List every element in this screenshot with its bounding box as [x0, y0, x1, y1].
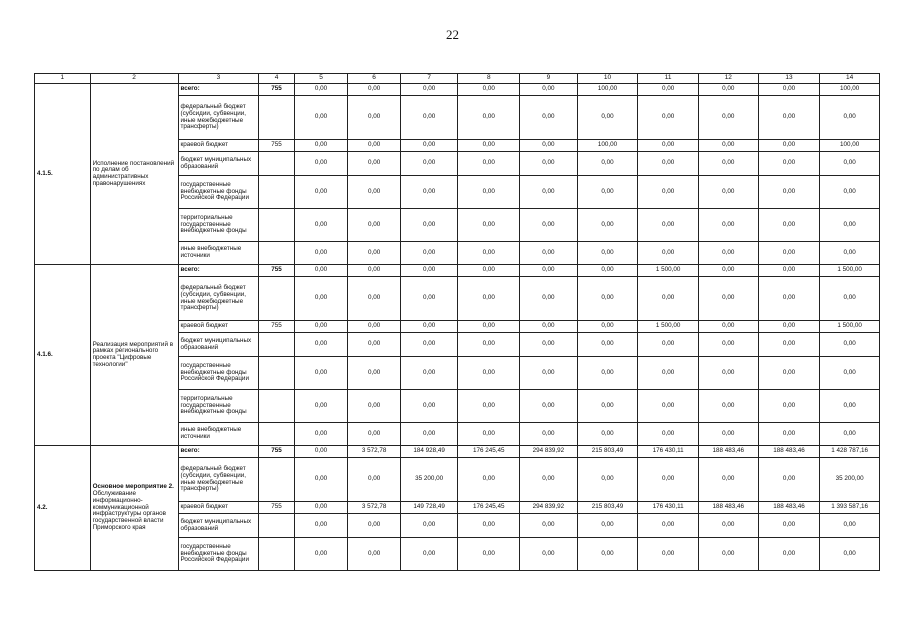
item-name: [90, 84, 178, 265]
value-cell: 0,00: [294, 502, 348, 514]
value-cell: 0,00: [520, 333, 578, 357]
value-cell: 0,00: [400, 96, 458, 140]
funding-source: всего:: [178, 84, 259, 96]
value-cell: 149 728,49: [400, 502, 458, 514]
value-cell: 0,00: [400, 242, 458, 265]
value-cell: 0,00: [577, 333, 638, 357]
value-cell: 0,00: [520, 140, 578, 152]
value-cell: 0,00: [699, 265, 759, 277]
item-code: 4.1.5.: [35, 84, 91, 265]
value-cell: 0,00: [294, 357, 348, 390]
value-cell: 0,00: [758, 84, 820, 96]
value-cell: 294 839,92: [520, 502, 578, 514]
value-cell: 0,00: [294, 390, 348, 423]
value-cell: 0,00: [520, 357, 578, 390]
value-cell: 0,00: [758, 277, 820, 321]
value-cell: 0,00: [820, 242, 880, 265]
value-cell: 0,00: [400, 321, 458, 333]
value-cell: 0,00: [294, 446, 348, 458]
admin-code: 755: [259, 265, 294, 277]
table-row-total: [35, 446, 880, 458]
value-cell: 0,00: [458, 242, 520, 265]
funding-source: краевой бюджет: [178, 140, 259, 152]
value-cell: 0,00: [400, 265, 458, 277]
funding-source: государственные внебюджетные фонды Российской Федерации: [178, 176, 259, 209]
value-cell: 0,00: [699, 242, 759, 265]
item-name: [90, 446, 178, 571]
funding-source: федеральный бюджет (субсидии, субвенции, иные межбюджетные трансферты): [178, 96, 259, 140]
admin-code: [259, 538, 294, 571]
header-cell: 1: [35, 74, 91, 84]
value-cell: 0,00: [820, 277, 880, 321]
value-cell: 0,00: [758, 538, 820, 571]
item-code: 4.2.: [35, 446, 91, 571]
value-cell: 0,00: [577, 514, 638, 538]
value-cell: 0,00: [638, 96, 699, 140]
admin-code: [259, 357, 294, 390]
value-cell: 0,00: [348, 423, 401, 446]
admin-code: [259, 176, 294, 209]
funding-source: краевой бюджет: [178, 321, 259, 333]
value-cell: 0,00: [638, 458, 699, 502]
value-cell: 0,00: [348, 140, 401, 152]
item-description: Исполнение постановлений по делам об административных правонарушениях: [92, 159, 175, 187]
value-cell: 0,00: [458, 458, 520, 502]
value-cell: 0,00: [577, 277, 638, 321]
value-cell: 0,00: [638, 209, 699, 242]
value-cell: 0,00: [458, 96, 520, 140]
value-cell: 100,00: [577, 140, 638, 152]
value-cell: 100,00: [820, 140, 880, 152]
header-cell: 10: [577, 74, 638, 84]
admin-code: [259, 152, 294, 176]
value-cell: 0,00: [294, 277, 348, 321]
funding-source: иные внебюджетные источники: [178, 423, 259, 446]
value-cell: 0,00: [520, 458, 578, 502]
value-cell: 0,00: [577, 96, 638, 140]
header-cell: 4: [259, 74, 294, 84]
value-cell: 0,00: [348, 265, 401, 277]
admin-code: [259, 423, 294, 446]
header-cell: 3: [178, 74, 259, 84]
value-cell: 0,00: [820, 514, 880, 538]
value-cell: 0,00: [638, 176, 699, 209]
value-cell: 0,00: [758, 357, 820, 390]
header-cell: 13: [758, 74, 820, 84]
value-cell: 0,00: [348, 390, 401, 423]
value-cell: 0,00: [638, 514, 699, 538]
budget-table: [34, 73, 880, 571]
value-cell: 0,00: [699, 209, 759, 242]
value-cell: 0,00: [294, 265, 348, 277]
admin-code: 755: [259, 140, 294, 152]
value-cell: 0,00: [699, 390, 759, 423]
value-cell: 0,00: [348, 321, 401, 333]
funding-source: государственные внебюджетные фонды Российской Федерации: [178, 357, 259, 390]
value-cell: 0,00: [520, 152, 578, 176]
funding-source: федеральный бюджет (субсидии, субвенции, иные межбюджетные трансферты): [178, 277, 259, 321]
admin-code: [259, 209, 294, 242]
value-cell: 0,00: [577, 176, 638, 209]
value-cell: 0,00: [520, 84, 578, 96]
value-cell: 0,00: [348, 84, 401, 96]
value-cell: 0,00: [458, 333, 520, 357]
value-cell: 1 428 787,16: [820, 446, 880, 458]
value-cell: 0,00: [458, 423, 520, 446]
value-cell: 0,00: [520, 176, 578, 209]
value-cell: 0,00: [699, 176, 759, 209]
funding-source: всего:: [178, 265, 259, 277]
header-row: [35, 74, 880, 84]
value-cell: 0,00: [294, 333, 348, 357]
value-cell: 0,00: [458, 321, 520, 333]
value-cell: 0,00: [348, 209, 401, 242]
admin-code: 755: [259, 321, 294, 333]
value-cell: 0,00: [699, 458, 759, 502]
header-cell: 12: [699, 74, 759, 84]
value-cell: 0,00: [348, 242, 401, 265]
value-cell: 0,00: [820, 176, 880, 209]
value-cell: 0,00: [699, 514, 759, 538]
value-cell: 0,00: [758, 333, 820, 357]
value-cell: 0,00: [577, 152, 638, 176]
value-cell: 176 245,45: [458, 446, 520, 458]
value-cell: 0,00: [638, 357, 699, 390]
value-cell: 0,00: [758, 514, 820, 538]
value-cell: 0,00: [400, 277, 458, 321]
header-cell: 6: [348, 74, 401, 84]
value-cell: 0,00: [577, 321, 638, 333]
budget-table-body: [35, 84, 880, 571]
value-cell: 0,00: [348, 277, 401, 321]
value-cell: 0,00: [820, 152, 880, 176]
value-cell: 0,00: [400, 209, 458, 242]
value-cell: 0,00: [520, 265, 578, 277]
admin-code: [259, 277, 294, 321]
value-cell: 100,00: [820, 84, 880, 96]
value-cell: 0,00: [458, 390, 520, 423]
value-cell: 0,00: [577, 423, 638, 446]
value-cell: 0,00: [348, 152, 401, 176]
value-cell: 0,00: [820, 96, 880, 140]
value-cell: 188 483,46: [699, 502, 759, 514]
value-cell: 0,00: [348, 333, 401, 357]
value-cell: 0,00: [758, 152, 820, 176]
value-cell: 0,00: [699, 152, 759, 176]
admin-code: [259, 242, 294, 265]
value-cell: 0,00: [458, 357, 520, 390]
item-description: Обслуживание информационно-коммуникационной инфраструктуры органов государственной власти Приморского края: [92, 490, 166, 531]
value-cell: 0,00: [520, 390, 578, 423]
value-cell: 188 483,46: [758, 446, 820, 458]
value-cell: 0,00: [520, 321, 578, 333]
funding-source: иные внебюджетные источники: [178, 242, 259, 265]
value-cell: 0,00: [294, 96, 348, 140]
value-cell: 0,00: [400, 140, 458, 152]
header-cell: 9: [520, 74, 578, 84]
item-code: 4.1.6.: [35, 265, 91, 446]
value-cell: 0,00: [294, 84, 348, 96]
value-cell: 215 803,49: [577, 446, 638, 458]
value-cell: 0,00: [758, 176, 820, 209]
value-cell: 0,00: [699, 140, 759, 152]
value-cell: 184 928,49: [400, 446, 458, 458]
value-cell: 0,00: [758, 140, 820, 152]
value-cell: 0,00: [520, 538, 578, 571]
value-cell: 0,00: [348, 357, 401, 390]
value-cell: 35 200,00: [400, 458, 458, 502]
admin-code: 755: [259, 502, 294, 514]
funding-source: краевой бюджет: [178, 502, 259, 514]
value-cell: 0,00: [348, 96, 401, 140]
value-cell: 0,00: [758, 265, 820, 277]
value-cell: 0,00: [458, 209, 520, 242]
value-cell: 0,00: [400, 390, 458, 423]
value-cell: 0,00: [458, 176, 520, 209]
value-cell: 0,00: [294, 242, 348, 265]
value-cell: 0,00: [520, 242, 578, 265]
value-cell: 0,00: [294, 140, 348, 152]
value-cell: 0,00: [458, 277, 520, 321]
value-cell: 0,00: [758, 390, 820, 423]
value-cell: 35 200,00: [820, 458, 880, 502]
value-cell: 188 483,46: [758, 502, 820, 514]
value-cell: 1 500,00: [820, 321, 880, 333]
funding-source: территориальные государственные внебюджетные фонды: [178, 209, 259, 242]
value-cell: 0,00: [294, 176, 348, 209]
header-cell: 8: [458, 74, 520, 84]
value-cell: 0,00: [294, 209, 348, 242]
value-cell: 0,00: [699, 84, 759, 96]
value-cell: 0,00: [400, 84, 458, 96]
value-cell: 0,00: [458, 514, 520, 538]
value-cell: 0,00: [458, 265, 520, 277]
admin-code: [259, 390, 294, 423]
value-cell: 0,00: [520, 96, 578, 140]
value-cell: 3 572,78: [348, 502, 401, 514]
funding-source: всего:: [178, 446, 259, 458]
value-cell: 0,00: [699, 423, 759, 446]
value-cell: 0,00: [758, 458, 820, 502]
value-cell: 0,00: [820, 333, 880, 357]
value-cell: 0,00: [458, 538, 520, 571]
value-cell: 0,00: [638, 277, 699, 321]
value-cell: 0,00: [758, 209, 820, 242]
value-cell: 0,00: [577, 265, 638, 277]
value-cell: 0,00: [820, 423, 880, 446]
funding-source: территориальные государственные внебюджетные фонды: [178, 390, 259, 423]
value-cell: 0,00: [577, 390, 638, 423]
value-cell: 0,00: [820, 538, 880, 571]
value-cell: 0,00: [400, 176, 458, 209]
value-cell: 0,00: [400, 423, 458, 446]
value-cell: 0,00: [638, 423, 699, 446]
value-cell: 176 430,11: [638, 446, 699, 458]
funding-source: государственные внебюджетные фонды Российской Федерации: [178, 538, 259, 571]
value-cell: 0,00: [294, 423, 348, 446]
value-cell: 0,00: [294, 152, 348, 176]
value-cell: 0,00: [577, 357, 638, 390]
value-cell: 176 245,45: [458, 502, 520, 514]
value-cell: 176 430,11: [638, 502, 699, 514]
funding-source: бюджет муниципальных образований: [178, 333, 259, 357]
admin-code: [259, 333, 294, 357]
value-cell: 0,00: [520, 423, 578, 446]
value-cell: 0,00: [638, 390, 699, 423]
value-cell: 0,00: [520, 209, 578, 242]
value-cell: 1 500,00: [638, 265, 699, 277]
value-cell: 0,00: [699, 538, 759, 571]
value-cell: 0,00: [577, 209, 638, 242]
value-cell: 0,00: [458, 140, 520, 152]
value-cell: 1 500,00: [638, 321, 699, 333]
admin-code: [259, 514, 294, 538]
value-cell: 0,00: [577, 538, 638, 571]
header-cell: 14: [820, 74, 880, 84]
value-cell: 294 839,92: [520, 446, 578, 458]
value-cell: 0,00: [294, 514, 348, 538]
value-cell: 0,00: [699, 96, 759, 140]
header-cell: 7: [400, 74, 458, 84]
value-cell: 0,00: [400, 514, 458, 538]
value-cell: 100,00: [577, 84, 638, 96]
value-cell: 0,00: [638, 242, 699, 265]
table-row-total: [35, 84, 880, 96]
value-cell: 0,00: [699, 357, 759, 390]
value-cell: 0,00: [758, 242, 820, 265]
value-cell: 0,00: [699, 277, 759, 321]
value-cell: 0,00: [348, 458, 401, 502]
value-cell: 0,00: [638, 538, 699, 571]
value-cell: 0,00: [348, 538, 401, 571]
value-cell: 1 393 587,16: [820, 502, 880, 514]
value-cell: 0,00: [520, 277, 578, 321]
value-cell: 0,00: [400, 333, 458, 357]
header-cell: 5: [294, 74, 348, 84]
item-name: [90, 265, 178, 446]
value-cell: 0,00: [638, 333, 699, 357]
value-cell: 0,00: [577, 242, 638, 265]
value-cell: 3 572,78: [348, 446, 401, 458]
admin-code: [259, 458, 294, 502]
value-cell: 0,00: [758, 96, 820, 140]
value-cell: 0,00: [638, 152, 699, 176]
header-cell: 11: [638, 74, 699, 84]
value-cell: 0,00: [458, 84, 520, 96]
value-cell: 0,00: [699, 321, 759, 333]
value-cell: 0,00: [294, 538, 348, 571]
value-cell: 215 803,49: [577, 502, 638, 514]
value-cell: 0,00: [294, 458, 348, 502]
value-cell: 0,00: [820, 390, 880, 423]
value-cell: 0,00: [400, 538, 458, 571]
admin-code: [259, 96, 294, 140]
value-cell: 0,00: [294, 321, 348, 333]
funding-source: бюджет муниципальных образований: [178, 514, 259, 538]
value-cell: 0,00: [699, 333, 759, 357]
header-cell: 2: [90, 74, 178, 84]
value-cell: 0,00: [820, 357, 880, 390]
funding-source: федеральный бюджет (субсидии, субвенции, иные межбюджетные трансферты): [178, 458, 259, 502]
value-cell: 0,00: [758, 321, 820, 333]
table-row-total: [35, 265, 880, 277]
page-number: 22: [446, 27, 459, 42]
value-cell: 0,00: [820, 209, 880, 242]
admin-code: 755: [259, 446, 294, 458]
item-title: Основное мероприятие 2.: [92, 483, 174, 491]
value-cell: 0,00: [638, 84, 699, 96]
value-cell: 0,00: [348, 176, 401, 209]
value-cell: 0,00: [577, 458, 638, 502]
value-cell: 188 483,46: [699, 446, 759, 458]
value-cell: 1 500,00: [820, 265, 880, 277]
value-cell: 0,00: [638, 140, 699, 152]
value-cell: 0,00: [400, 152, 458, 176]
value-cell: 0,00: [758, 423, 820, 446]
value-cell: 0,00: [400, 357, 458, 390]
admin-code: 755: [259, 84, 294, 96]
funding-source: бюджет муниципальных образований: [178, 152, 259, 176]
value-cell: 0,00: [348, 514, 401, 538]
value-cell: 0,00: [458, 152, 520, 176]
item-description: Реализация мероприятий в рамках регионального проекта "Цифровые технологии": [92, 340, 174, 368]
value-cell: 0,00: [520, 514, 578, 538]
